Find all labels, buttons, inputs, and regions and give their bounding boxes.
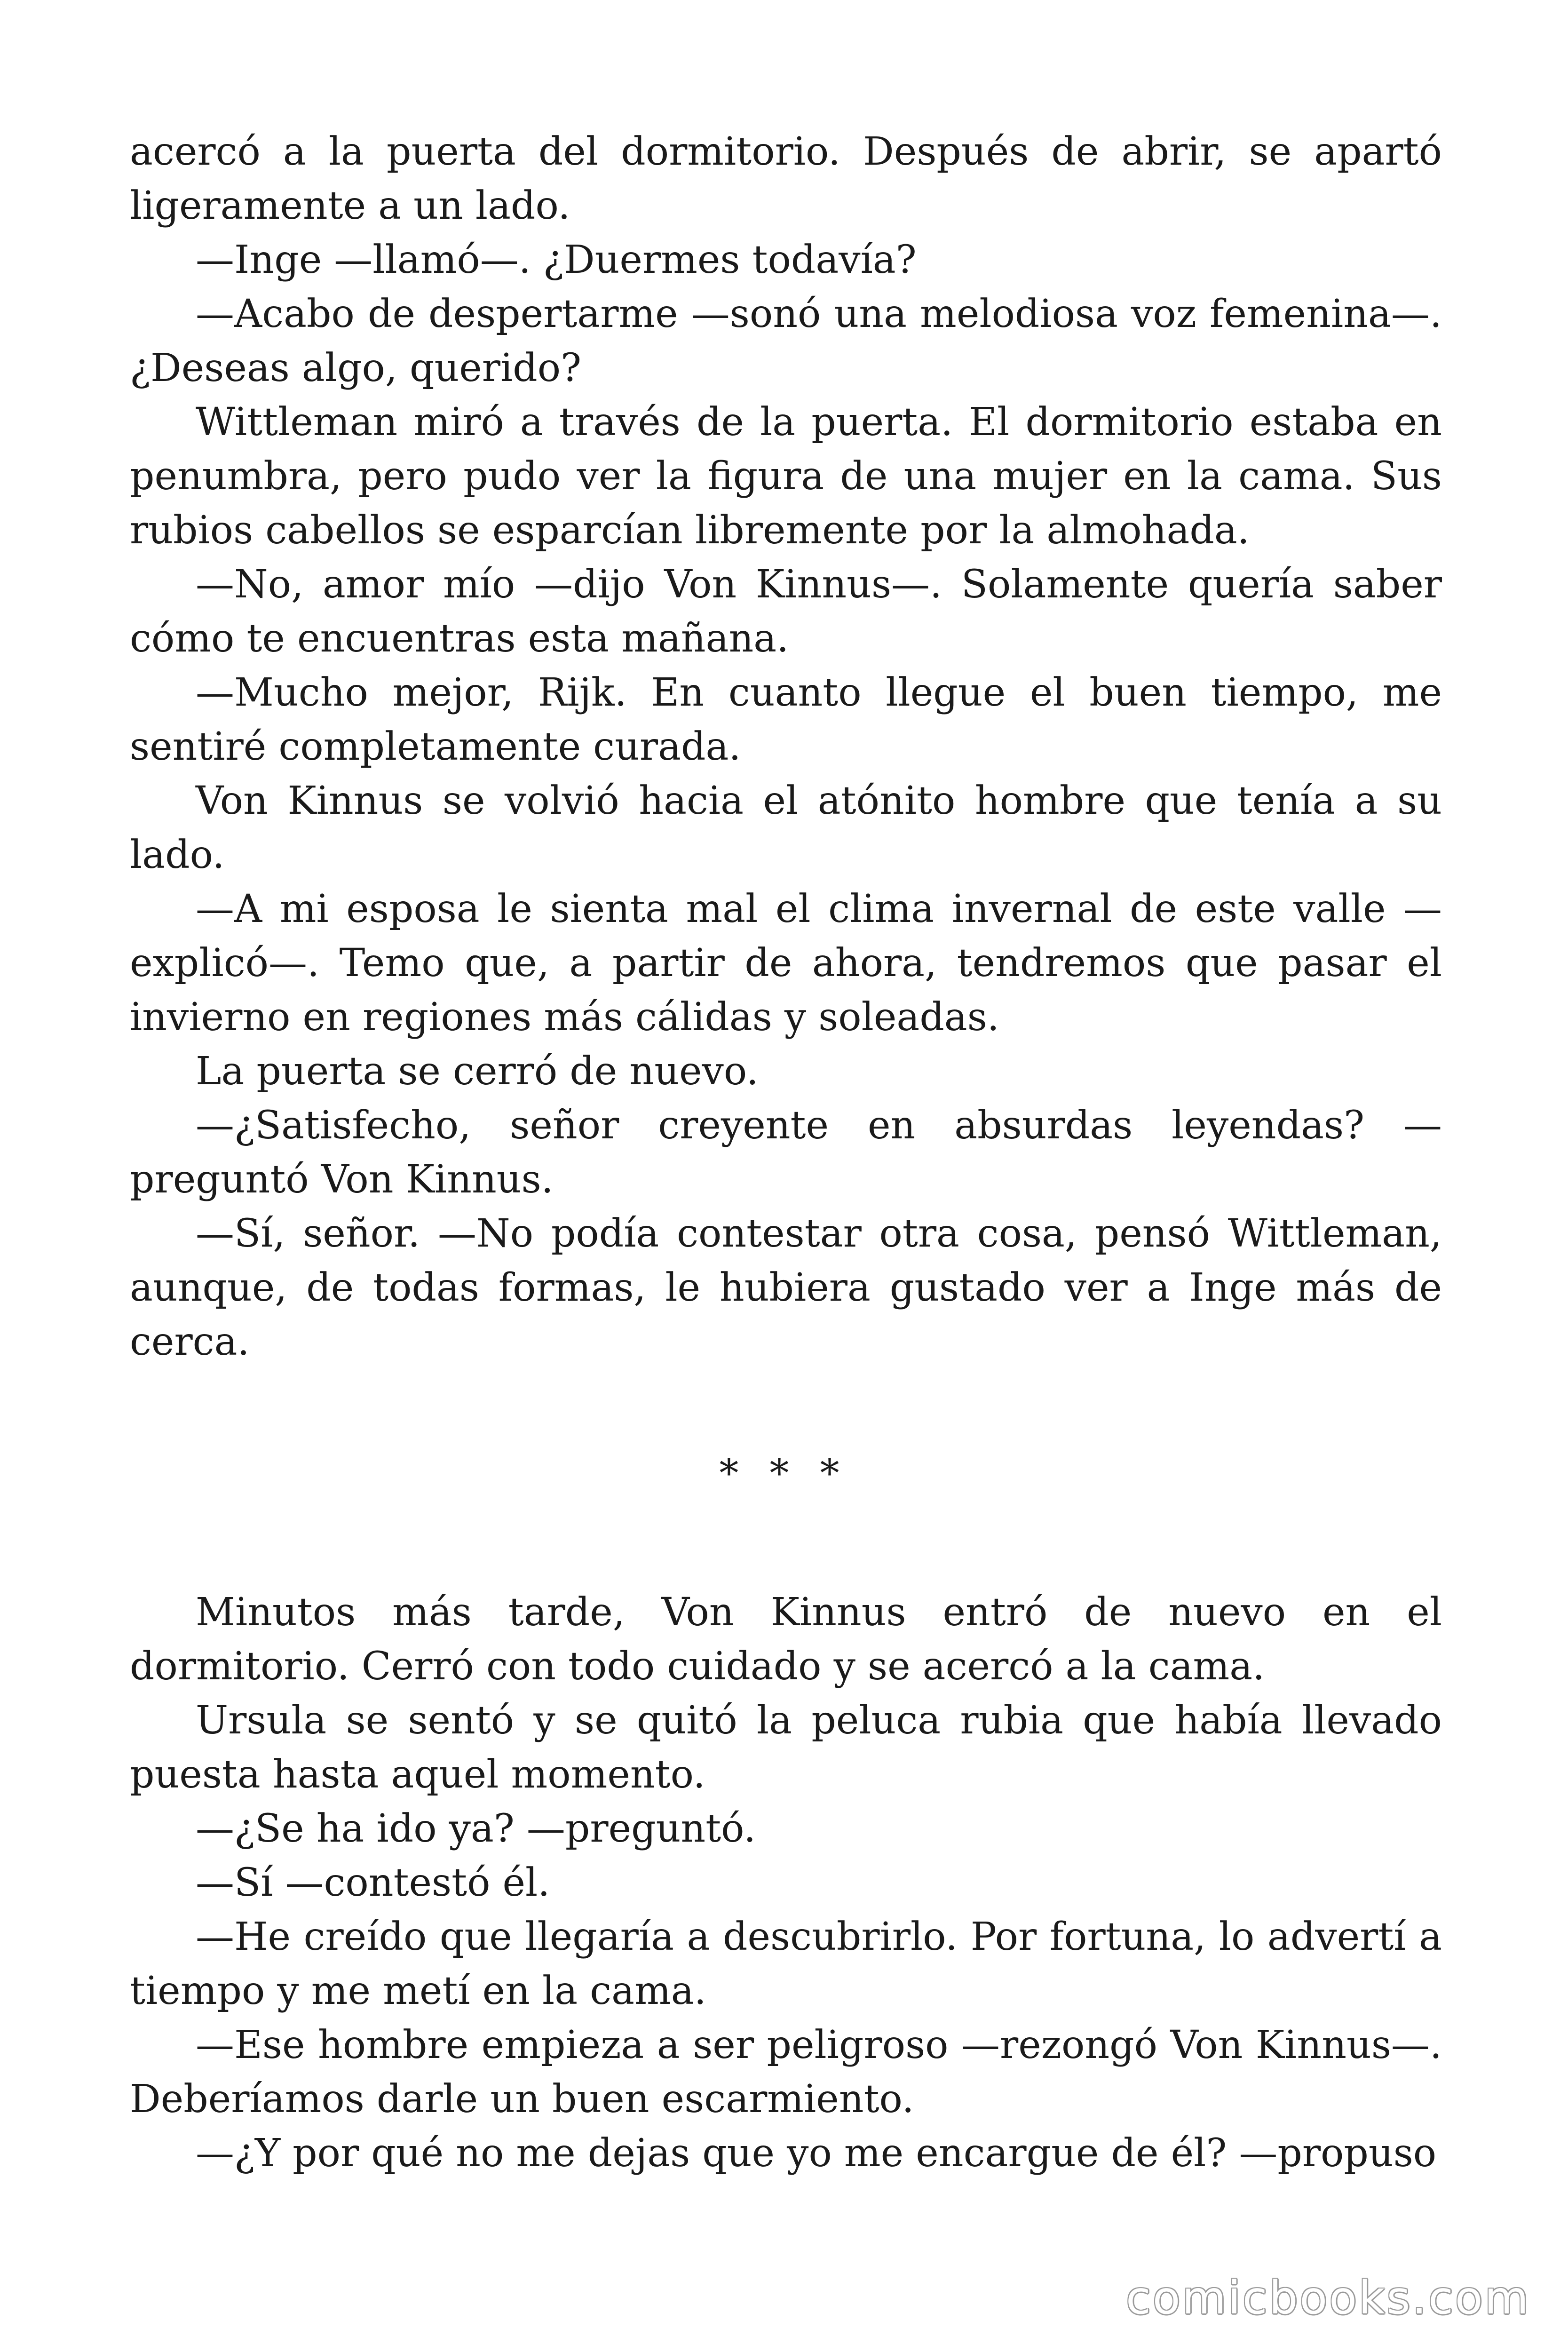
section-separator: * * * [719,1451,849,1496]
paragraph: —No, amor mío —dijo Von Kinnus—. Solamente quería saber cómo te encuentras esta mañana. [130,562,1442,661]
paragraph: —Sí, señor. —No podía contestar otra cosa, pensó Wittleman, aunque, de todas formas, le hubiera gustado ver a Inge más de cerca. [130,1211,1442,1364]
paragraph: —Sí —contestó él. [196,1860,550,1905]
paragraph: Wittleman miró a través de la puerta. El dormitorio estaba en penumbra, pero pudo ver la figura de una mujer en la cama. Sus rubios cabellos se esparcían libremente por la almohada. [130,400,1442,553]
text-section-2 [130,1585,1442,2180]
paragraph: —He creído que llegaría a descubrirlo. Por fortuna, lo advertí a tiempo y me metí en la cama. [130,1915,1442,2013]
paragraph: Ursula se sentó y se quitó la peluca rubia que había llevado puesta hasta aquel momento. [130,1698,1442,1797]
text-section-1 [130,125,1442,1369]
paragraph: Von Kinnus se volvió hacia el atónito hombre que tenía a su lado. [130,779,1442,877]
paragraph: —Acabo de despertarme —sonó una melodiosa voz femenina—. ¿Deseas algo, querido? [130,292,1442,390]
paragraph: —¿Satisfecho, señor creyente en absurdas leyendas? —preguntó Von Kinnus. [130,1103,1442,1202]
paragraph: —Ese hombre empieza a ser peligroso —rezongó Von Kinnus—. Deberíamos darle un buen escarmiento. [130,2023,1442,2122]
paragraph: Minutos más tarde, Von Kinnus entró de nuevo en el dormitorio. Cerró con todo cuidado y se acercó a la cama. [130,1590,1442,1689]
paragraph: —A mi esposa le sienta mal el clima invernal de este valle —explicó—. Temo que, a partir de ahora, tendremos que pasar el invierno en regiones más cálidas y soleadas. [130,887,1442,1040]
paragraph: —Inge —llamó—. ¿Duermes todavía? [196,238,917,282]
paragraph: —Mucho mejor, Rijk. En cuanto llegue el buen tiempo, me sentiré completamente curada. [130,670,1442,769]
watermark: comicbooks.com [1125,2272,1530,2324]
paragraph: —¿Y por qué no me dejas que yo me encargue de él? —propuso [196,2131,1437,2176]
paragraph: La puerta se cerró de nuevo. [196,1049,759,1094]
paragraph: —¿Se ha ido ya? —preguntó. [196,1806,756,1851]
paragraph: acercó a la puerta del dormitorio. Después de abrir, se apartó ligeramente a un lado. [130,129,1442,228]
